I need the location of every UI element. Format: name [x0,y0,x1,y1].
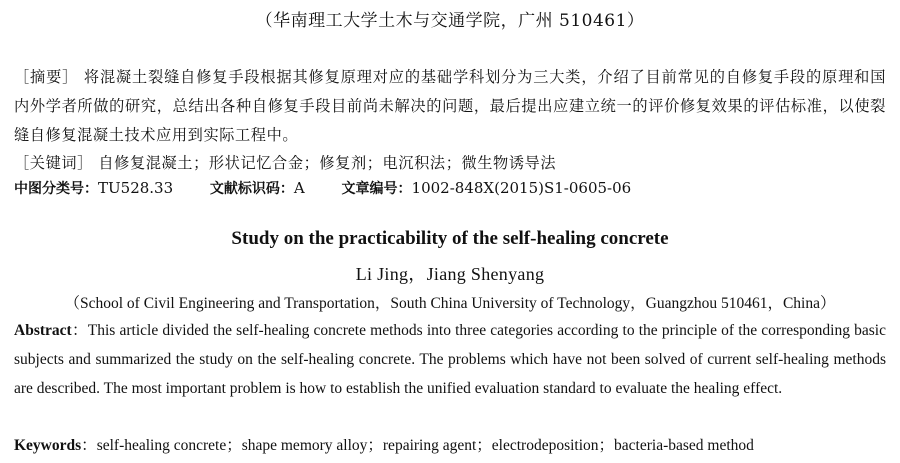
article-number-label: 文章编号： [341,181,412,197]
doc-code-label: 文献标识码： [209,181,294,197]
abstract-chinese [14,63,886,150]
abstract-english [14,316,886,403]
classification-line [14,178,663,198]
affiliation-chinese: （华南理工大学土木与交通学院，广州 510461） [255,11,645,31]
abstract-chinese-text: 将混凝土裂缝自修复手段根据其修复原理对应的基础学科划分为三大类，介绍了目前常见的自修复手段的原理和国内外学者所做的研究，总结出各种自修复手段目前尚未解决的问题，最后提出应建立统一的评价修复效果的评估标准，以使裂缝自修复混凝土技术应用到实际工程中。 [14,68,886,144]
abstract-english-text: This article divided the self-healing concrete methods into three categories according to the principle of the corresponding basic subjects and summarized the study on the self-healing concrete. The problems which have not been solved of current self-healing methods are described. The most important problem is how to establish the unified evaluation standard to evaluate the healing effect. [14,322,886,397]
clc-label: 中图分类号： [14,181,98,197]
doc-code-value: A [293,179,305,197]
article-number-group [342,179,632,197]
english-affiliation: （School of Civil Engineering and Transportation，South China University of Technology，Guangzhou 510461，China） [64,295,836,312]
keywords-english-text: self-healing concrete；shape memory alloy；repairing agent；electrodeposition；bacteria-based method [96,437,754,454]
keywords-chinese-label: ［关键词］ [14,154,93,172]
keywords-english [14,431,886,460]
keywords-english-label: Keywords [14,437,82,454]
clc-value: TU528.33 [98,179,174,197]
keywords-chinese-text: 自修复混凝土；形状记忆合金；修复剂；电沉积法；微生物诱导法 [98,154,557,172]
article-number-value: 1002-848X(2015)S1-0605-06 [411,179,632,197]
english-title: Study on the practicability of the self-healing concrete [231,228,669,249]
doc-code-group [210,179,310,197]
keywords-chinese [14,149,886,178]
abstract-english-label: Abstract [14,322,72,339]
abstract-english-sep: ： [71,322,88,339]
keywords-english-sep: ： [81,437,97,454]
abstract-chinese-label: ［摘要］ [14,68,79,86]
clc-group [14,179,178,197]
english-authors: Li Jing，Jiang Shenyang [355,264,545,284]
